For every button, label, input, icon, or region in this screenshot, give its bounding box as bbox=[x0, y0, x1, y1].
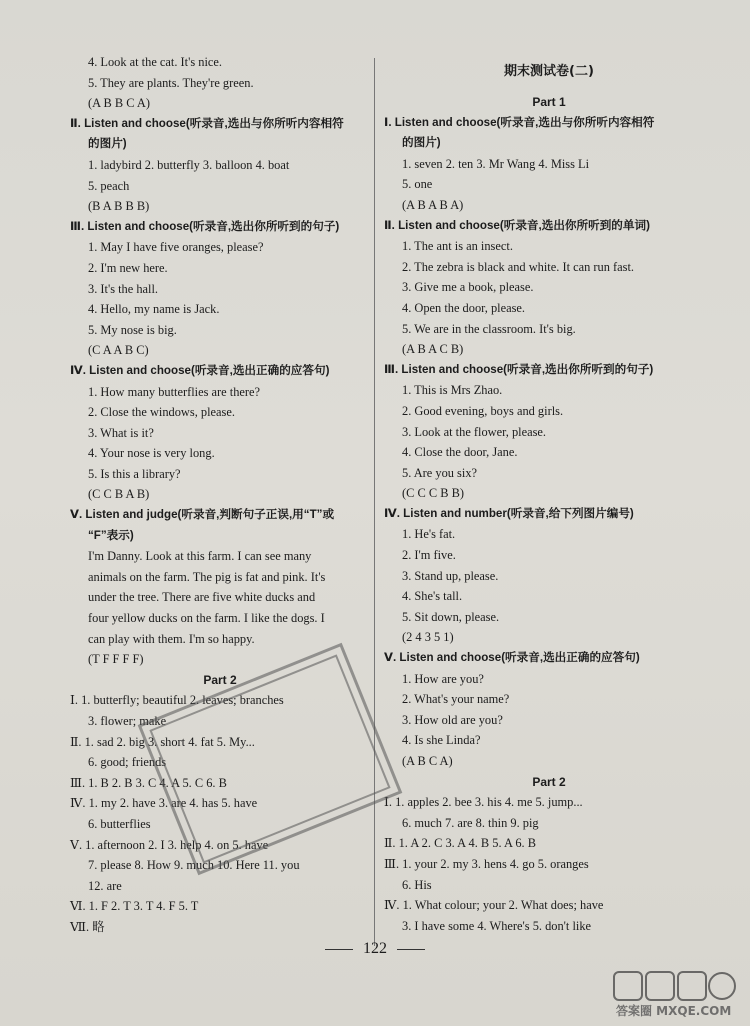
left-line: 的图片) bbox=[88, 137, 127, 151]
right-line: 1. This is Mrs Zhao. bbox=[402, 383, 503, 398]
left-line: can play with them. I'm so happy. bbox=[88, 631, 255, 646]
right-line: 1. seven 2. ten 3. Mr Wang 4. Miss Li bbox=[402, 156, 590, 171]
right-line: 的图片) bbox=[402, 136, 441, 150]
right-line: 3. Give me a book, please. bbox=[402, 280, 534, 295]
right-line: Ⅱ. Listen and choose(听录音,选出你所听到的单词) bbox=[384, 218, 650, 232]
right-line: Ⅳ. Listen and number(听录音,给下列图片编号) bbox=[384, 506, 634, 520]
left-line: 7. please 8. How 9. much 10. Here 11. you bbox=[88, 858, 300, 873]
right-line: 3. How old are you? bbox=[402, 712, 503, 727]
left-line: 12. are bbox=[88, 878, 122, 893]
left-line: (T F F F F) bbox=[88, 652, 144, 667]
left-line: 4. Your nose is very long. bbox=[88, 446, 215, 461]
left-line: 6. butterflies bbox=[88, 816, 151, 831]
right-line: 4. She's tall. bbox=[402, 589, 463, 604]
page-number-text: 122 bbox=[363, 940, 387, 957]
left-line: I'm Danny. Look at this farm. I can see many bbox=[88, 549, 312, 564]
right-line: Ⅲ. 1. your 2. my 3. hens 4. go 5. oranges bbox=[384, 856, 589, 871]
left-line: 5. My nose is big. bbox=[88, 322, 177, 337]
left-line: 4. Hello, my name is Jack. bbox=[88, 302, 220, 317]
right-line: 4. Open the door, please. bbox=[402, 300, 526, 315]
left-line: Ⅱ. Listen and choose(听录音,选出与你所听内容相符 bbox=[70, 116, 344, 130]
right-column bbox=[384, 52, 714, 936]
left-line: Ⅶ. 略 bbox=[70, 919, 105, 934]
right-line: 1. The ant is an insect. bbox=[402, 239, 513, 254]
left-line: “F”表示) bbox=[88, 528, 134, 542]
left-line: Part 2 bbox=[203, 672, 237, 687]
left-line: 6. good; friends bbox=[88, 755, 167, 770]
right-line: Ⅳ. 1. What colour; your 2. What does; have bbox=[384, 898, 604, 913]
left-line: 1. ladybird 2. butterfly 3. balloon 4. boat bbox=[88, 157, 290, 172]
left-line: animals on the farm. The pig is fat and pink. It's bbox=[88, 569, 326, 584]
right-line: Part 2 bbox=[532, 774, 566, 789]
right-line: (A B A B A) bbox=[402, 197, 464, 212]
right-line: 4. Is she Linda? bbox=[402, 733, 481, 748]
right-line: 2. What's your name? bbox=[402, 692, 510, 707]
right-line: 6. His bbox=[402, 877, 432, 892]
right-line: 2. The zebra is black and white. It can run fast. bbox=[402, 259, 635, 274]
right-line: Ⅲ. Listen and choose(听录音,选出你所听到的句子) bbox=[384, 362, 654, 376]
left-line: 3. flower; make bbox=[88, 714, 167, 728]
left-line: four yellow ducks on the farm. I like the dogs. I bbox=[88, 611, 325, 626]
left-line: Ⅴ. 1. afternoon 2. I 3. help 4. on 5. have bbox=[70, 837, 269, 852]
right-line: 5. one bbox=[402, 177, 433, 192]
watermark-text: 答案圈 MXQE.COM bbox=[616, 1004, 732, 1018]
left-line: Ⅳ. 1. my 2. have 3. are 4. has 5. have bbox=[70, 796, 258, 811]
left-line: 2. I'm new here. bbox=[88, 260, 168, 275]
right-line: 6. much 7. are 8. thin 9. pig bbox=[402, 815, 539, 830]
right-line: Ⅰ. Listen and choose(听录音,选出与你所听内容相符 bbox=[384, 115, 655, 129]
right-line: Part 1 bbox=[532, 95, 566, 109]
left-line: Ⅵ. 1. F 2. T 3. T 4. F 5. T bbox=[70, 899, 199, 914]
right-line: 期末测试卷(二) bbox=[504, 64, 594, 79]
left-line: 3. What is it? bbox=[88, 425, 154, 440]
right-line: Ⅴ. Listen and choose(听录音,选出正确的应答句) bbox=[384, 651, 640, 665]
left-line: Ⅰ. 1. butterfly; beautiful 2. leaves; branches bbox=[70, 693, 284, 708]
right-line: 3. I have some 4. Where's 5. don't like bbox=[402, 918, 592, 933]
left-line: Ⅲ. 1. B 2. B 3. C 4. A 5. C 6. B bbox=[70, 775, 227, 790]
left-line: 3. It's the hall. bbox=[88, 281, 159, 296]
left-line: 5. They are plants. They're green. bbox=[88, 75, 254, 90]
right-line: (A B A C B) bbox=[402, 342, 464, 357]
right-line: 4. Close the door, Jane. bbox=[402, 445, 518, 460]
right-line: Ⅰ. 1. apples 2. bee 3. his 4. me 5. jump... bbox=[384, 795, 583, 810]
left-line: 5. Is this a library? bbox=[88, 466, 181, 481]
left-line: 1. May I have five oranges, please? bbox=[88, 240, 264, 255]
right-line: 1. He's fat. bbox=[402, 527, 456, 542]
right-line: 2. Good evening, boys and girls. bbox=[402, 403, 564, 418]
right-line: (A B C A) bbox=[402, 754, 453, 768]
left-line: Ⅱ. 1. sad 2. big 3. short 4. fat 5. My... bbox=[70, 734, 255, 749]
right-line: 3. Look at the flower, please. bbox=[402, 424, 547, 439]
right-line: 5. We are in the classroom. It's big. bbox=[402, 321, 576, 336]
left-line: under the tree. There are five white ducks and bbox=[88, 590, 316, 605]
column-divider bbox=[374, 58, 375, 946]
left-line: (C C B A B) bbox=[88, 487, 150, 502]
right-line: Ⅱ. 1. A 2. C 3. A 4. B 5. A 6. B bbox=[384, 836, 536, 851]
left-line: 1. How many butterflies are there? bbox=[88, 384, 261, 399]
left-line: Ⅳ. Listen and choose(听录音,选出正确的应答句) bbox=[70, 363, 330, 377]
left-line: (B A B B B) bbox=[88, 199, 150, 214]
right-line: (2 4 3 5 1) bbox=[402, 630, 454, 645]
right-line: 5. Sit down, please. bbox=[402, 609, 500, 624]
right-line: (C C C B B) bbox=[402, 486, 464, 501]
right-line: 2. I'm five. bbox=[402, 548, 456, 563]
left-line: 4. Look at the cat. It's nice. bbox=[88, 55, 223, 69]
right-line: 5. Are you six? bbox=[402, 465, 478, 480]
left-line: 5. peach bbox=[88, 178, 130, 193]
left-line: 2. Close the windows, please. bbox=[88, 405, 235, 420]
right-line: 3. Stand up, please. bbox=[402, 568, 499, 583]
left-line: Ⅲ. Listen and choose(听录音,选出你所听到的句子) bbox=[70, 219, 340, 233]
right-line: 1. How are you? bbox=[402, 671, 484, 686]
page-number bbox=[0, 940, 750, 958]
left-line: Ⅴ. Listen and judge(听录音,判断句子正误,用“T”或 bbox=[70, 508, 335, 522]
left-line: (A B B C A) bbox=[88, 96, 150, 111]
left-line: (C A A B C) bbox=[88, 343, 149, 358]
